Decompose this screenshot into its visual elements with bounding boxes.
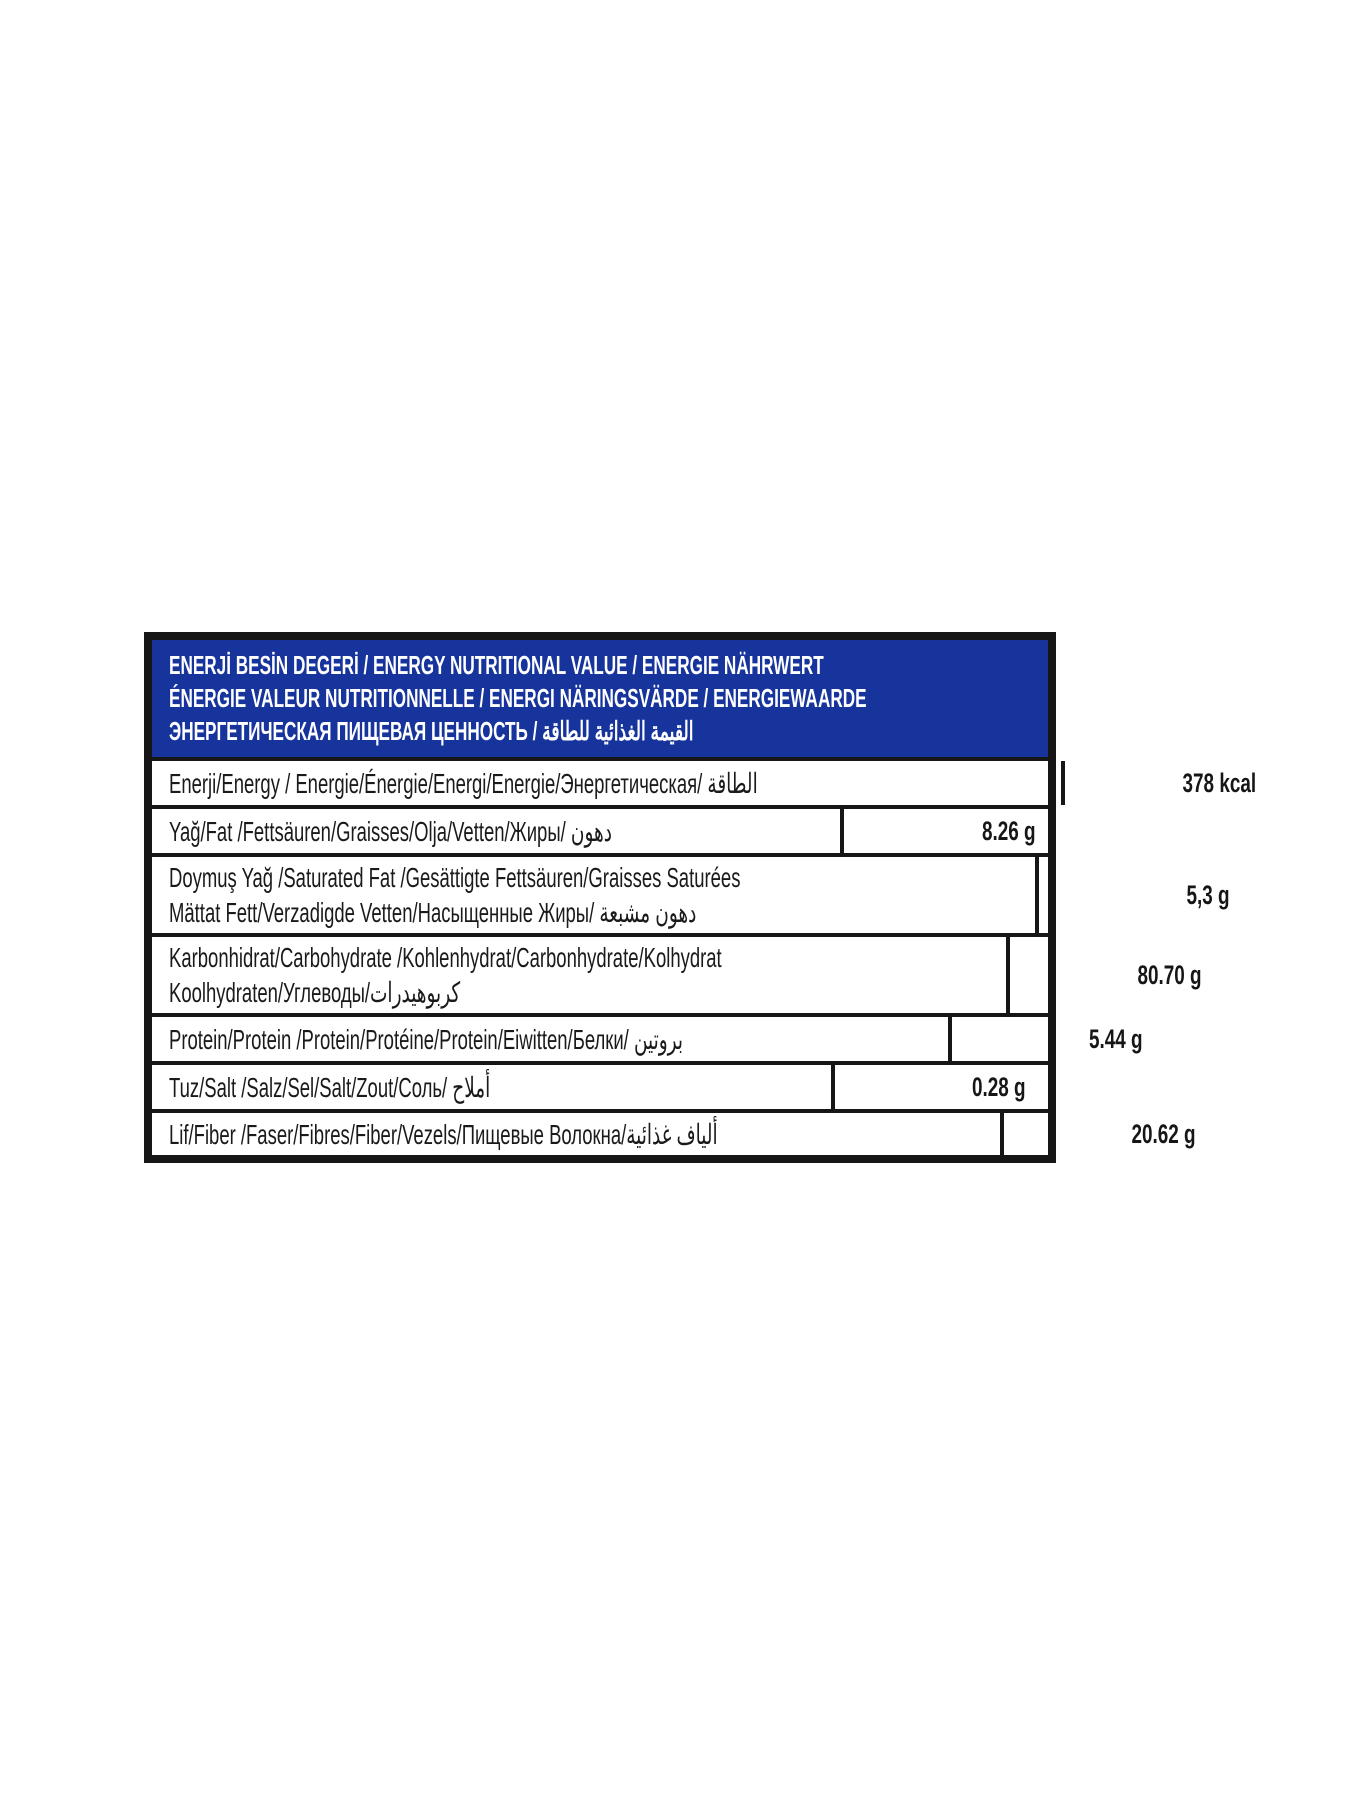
table-header: [152, 640, 1364, 757]
nutrient-value-text: 5.44 g: [1089, 1023, 1143, 1054]
nutrient-label-text: Lif/Fiber /Faser/Fibres/Fiber/Vezels/Пищевые Волокна/ألياف غذائية: [169, 1118, 718, 1150]
nutrient-label: [152, 1065, 831, 1109]
row-saturated-fat: [152, 853, 1230, 933]
nutrient-value-text: 5,3 g: [1186, 879, 1230, 910]
row-carbohydrate: [152, 933, 1202, 1013]
nutrient-label-text: Doymuş Yağ /Saturated Fat /Gesättigte Fettsäuren/Graisses Saturées: [169, 862, 741, 893]
nutrient-value: [840, 809, 1057, 853]
nutrient-value: [831, 1065, 1048, 1109]
nutrient-label-text: Koolhydraten/Углеводы/كربوهيدرات: [169, 977, 461, 1008]
nutrient-label-text: Karbonhidrat/Carbohydrate /Kohlenhydrat/Carbonhydrate/Kolhydrat: [169, 942, 722, 973]
nutrient-label-text: Yağ/Fat /Fettsäuren/Graisses/Olja/Vetten/Жиры/ دهون: [169, 815, 612, 847]
nutrient-value: [1006, 937, 1223, 1013]
nutrient-value-text: 378 kcal: [1182, 767, 1256, 798]
row-energy: [152, 757, 1256, 805]
nutrient-label: [152, 809, 840, 853]
row-salt: [152, 1061, 1048, 1109]
nutrient-label: [152, 1017, 948, 1061]
nutrient-value: [1000, 1113, 1217, 1155]
row-fat: [152, 805, 1048, 853]
per-100g-label: ø / 100g: [1272, 697, 1364, 739]
nutrition-table: [144, 632, 1364, 1163]
header-title-lines: [169, 649, 1226, 748]
nutrient-label: [152, 937, 1006, 1013]
nutrient-label: [152, 857, 1035, 933]
nutrient-label: [152, 761, 1061, 805]
header-line-3: ЭНЕРГЕТИЧЕСКАЯ ПИЩЕВАЯ ЦЕННОСТЬ / القيمة الغذائية للطاقة: [169, 716, 694, 746]
nutrient-label-text: Protein/Protein /Protein/Protéine/Protein/Eiwitten/Белки/ بروتين: [169, 1023, 684, 1055]
nutrient-label-text: Tuz/Salt /Salz/Sel/Salt/Zout/Соль/ أملاح: [169, 1071, 491, 1103]
nutrient-value: [948, 1017, 1165, 1061]
row-fiber: [152, 1109, 1196, 1155]
nutrient-value: [1061, 761, 1278, 805]
row-protein: [152, 1013, 1143, 1061]
nutrient-label-text: Mättat Fett/Verzadigde Vetten/Насыщенные Жиры/ دهون مشبعة: [169, 897, 697, 928]
header-line-1: ENERJİ BESİN DEGERİ / ENERGY NUTRITIONAL VALUE / ENERGIE NÄHRWERT: [169, 650, 824, 680]
nutrient-value-text: 8.26 g: [981, 815, 1036, 846]
nutrient-label-text: Enerji/Energy / Energie/Énergie/Energi/Energie/Энергетическая/ الطاقة: [169, 767, 758, 799]
nutrient-label: [152, 1113, 1000, 1155]
nutrient-value-text: 80.70 g: [1137, 959, 1202, 990]
nutrient-value-text: 20.62 g: [1131, 1118, 1196, 1149]
nutrient-value-text: 0.28 g: [972, 1071, 1026, 1102]
nutrient-value: [1035, 857, 1252, 933]
header-line-2: ÉNERGIE VALEUR NUTRITIONNELLE / ENERGI NÄRINGSVÄRDE / ENERGIEWAARDE: [169, 683, 867, 713]
